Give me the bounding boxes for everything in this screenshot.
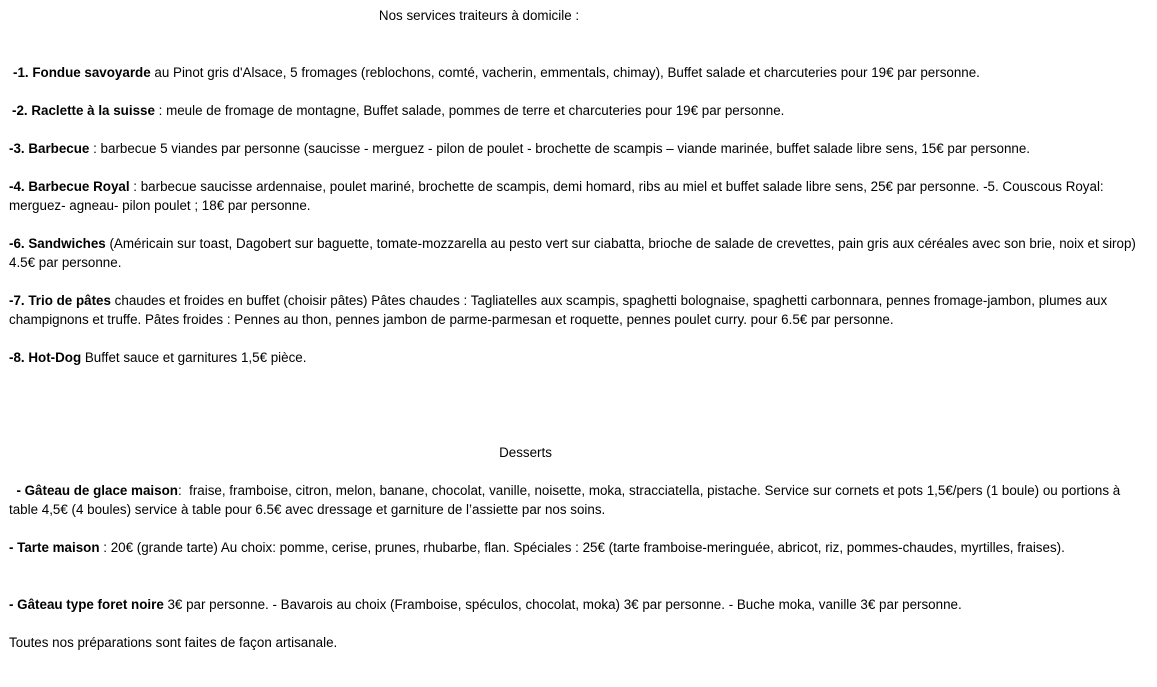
dessert-text: 3€ par personne. - Bavarois au choix (Framboise, spéculos, chocolat, moka) 3€ par personne. - Buche moka, vanille 3€ par personne. bbox=[163, 597, 962, 612]
service-text: : barbecue 5 viandes par personne (saucisse - merguez - pilon de poulet - brochette de scampis – viande marinée, buffet salade libre sens, 15€ par personne. bbox=[89, 141, 1031, 156]
service-title: -4. Barbecue Royal bbox=[9, 179, 130, 194]
service-text: : barbecue saucisse ardennaise, poulet mariné, brochette de scampis, demi homard, ribs au miel et buffet salade libre sens, 25€ par personne. -5. Couscous Royal: merguez- agneau- pilon poulet ; 18€ par personne. bbox=[9, 179, 1104, 213]
service-text: (Américain sur toast, Dagobert sur baguette, tomate-mozzarella au pesto vert sur ciabatta, brioche de salade de crevettes, pain gris aux céréales avec son brie, noix et sirop) 4.5€ par personne. bbox=[9, 236, 1136, 270]
services-heading: Nos services traiteurs à domicile : bbox=[378, 8, 580, 23]
dessert-text: : 20€ (grande tarte) Au choix: pomme, cerise, prunes, rhubarbe, flan. Spéciales : 25€ (tarte framboise-meringuée, abricot, riz, pommes-chaudes, myrtilles, fraises). bbox=[99, 540, 1065, 555]
footer-note: Toutes nos préparations sont faites de façon artisanale. bbox=[9, 635, 338, 650]
service-title: -8. Hot-Dog bbox=[9, 350, 82, 365]
service-text: chaudes et froides en buffet (choisir pâtes) Pâtes chaudes : Tagliatelles aux scampis, spaghetti bolognaise, spaghetti carbonnara, pennes fromage-jambon, plumes aux champignons et truffe. Pâtes froides : Pennes au thon, pennes jambon de parme-parmesan et roquette, pennes poulet curry. pour 6.5€ par personne. bbox=[9, 293, 1108, 327]
service-title: -1. Fondue savoyarde bbox=[13, 65, 151, 80]
service-item-8 bbox=[9, 348, 1149, 367]
dessert-title: - Tarte maison bbox=[9, 540, 100, 555]
service-item-6 bbox=[9, 234, 1149, 272]
service-title: -2. Raclette à la suisse bbox=[12, 103, 155, 118]
service-title: -6. Sandwiches bbox=[9, 236, 106, 251]
service-item-2 bbox=[12, 101, 1152, 120]
desserts-heading: Desserts bbox=[499, 445, 552, 460]
service-title: -3. Barbecue bbox=[9, 141, 90, 156]
service-item-1 bbox=[13, 63, 1153, 82]
dessert-text: : fraise, framboise, citron, melon, banane, chocolat, vanille, noisette, moka, stracciatella, pistache. Service sur cornets et pots 1,5€/pers (1 boule) ou portions à table 4,5€ (4 boules) service à table pour 6.5€ avec dressage et garniture de l’assiette par nos soins. bbox=[9, 483, 1124, 517]
dessert-title: - Gâteau de glace maison bbox=[9, 483, 178, 498]
service-text: Buffet sauce et garnitures 1,5€ pièce. bbox=[81, 350, 307, 365]
dessert-title: - Gâteau type foret noire bbox=[9, 597, 164, 612]
service-item-3 bbox=[9, 139, 1149, 158]
dessert-item-1 bbox=[9, 481, 1149, 519]
service-title: -7. Trio de pâtes bbox=[9, 293, 111, 308]
service-item-7 bbox=[9, 291, 1149, 329]
service-text: : meule de fromage de montagne, Buffet salade, pommes de terre et charcuteries pour 19€ par personne. bbox=[154, 103, 785, 118]
service-item-4 bbox=[9, 177, 1149, 215]
dessert-item-2 bbox=[9, 538, 1149, 557]
service-text: au Pinot gris d'Alsace, 5 fromages (reblochons, comté, vacherin, emmentals, chimay), Buffet salade et charcuteries pour 19€ par personne. bbox=[150, 65, 980, 80]
dessert-item-3 bbox=[9, 595, 1149, 614]
